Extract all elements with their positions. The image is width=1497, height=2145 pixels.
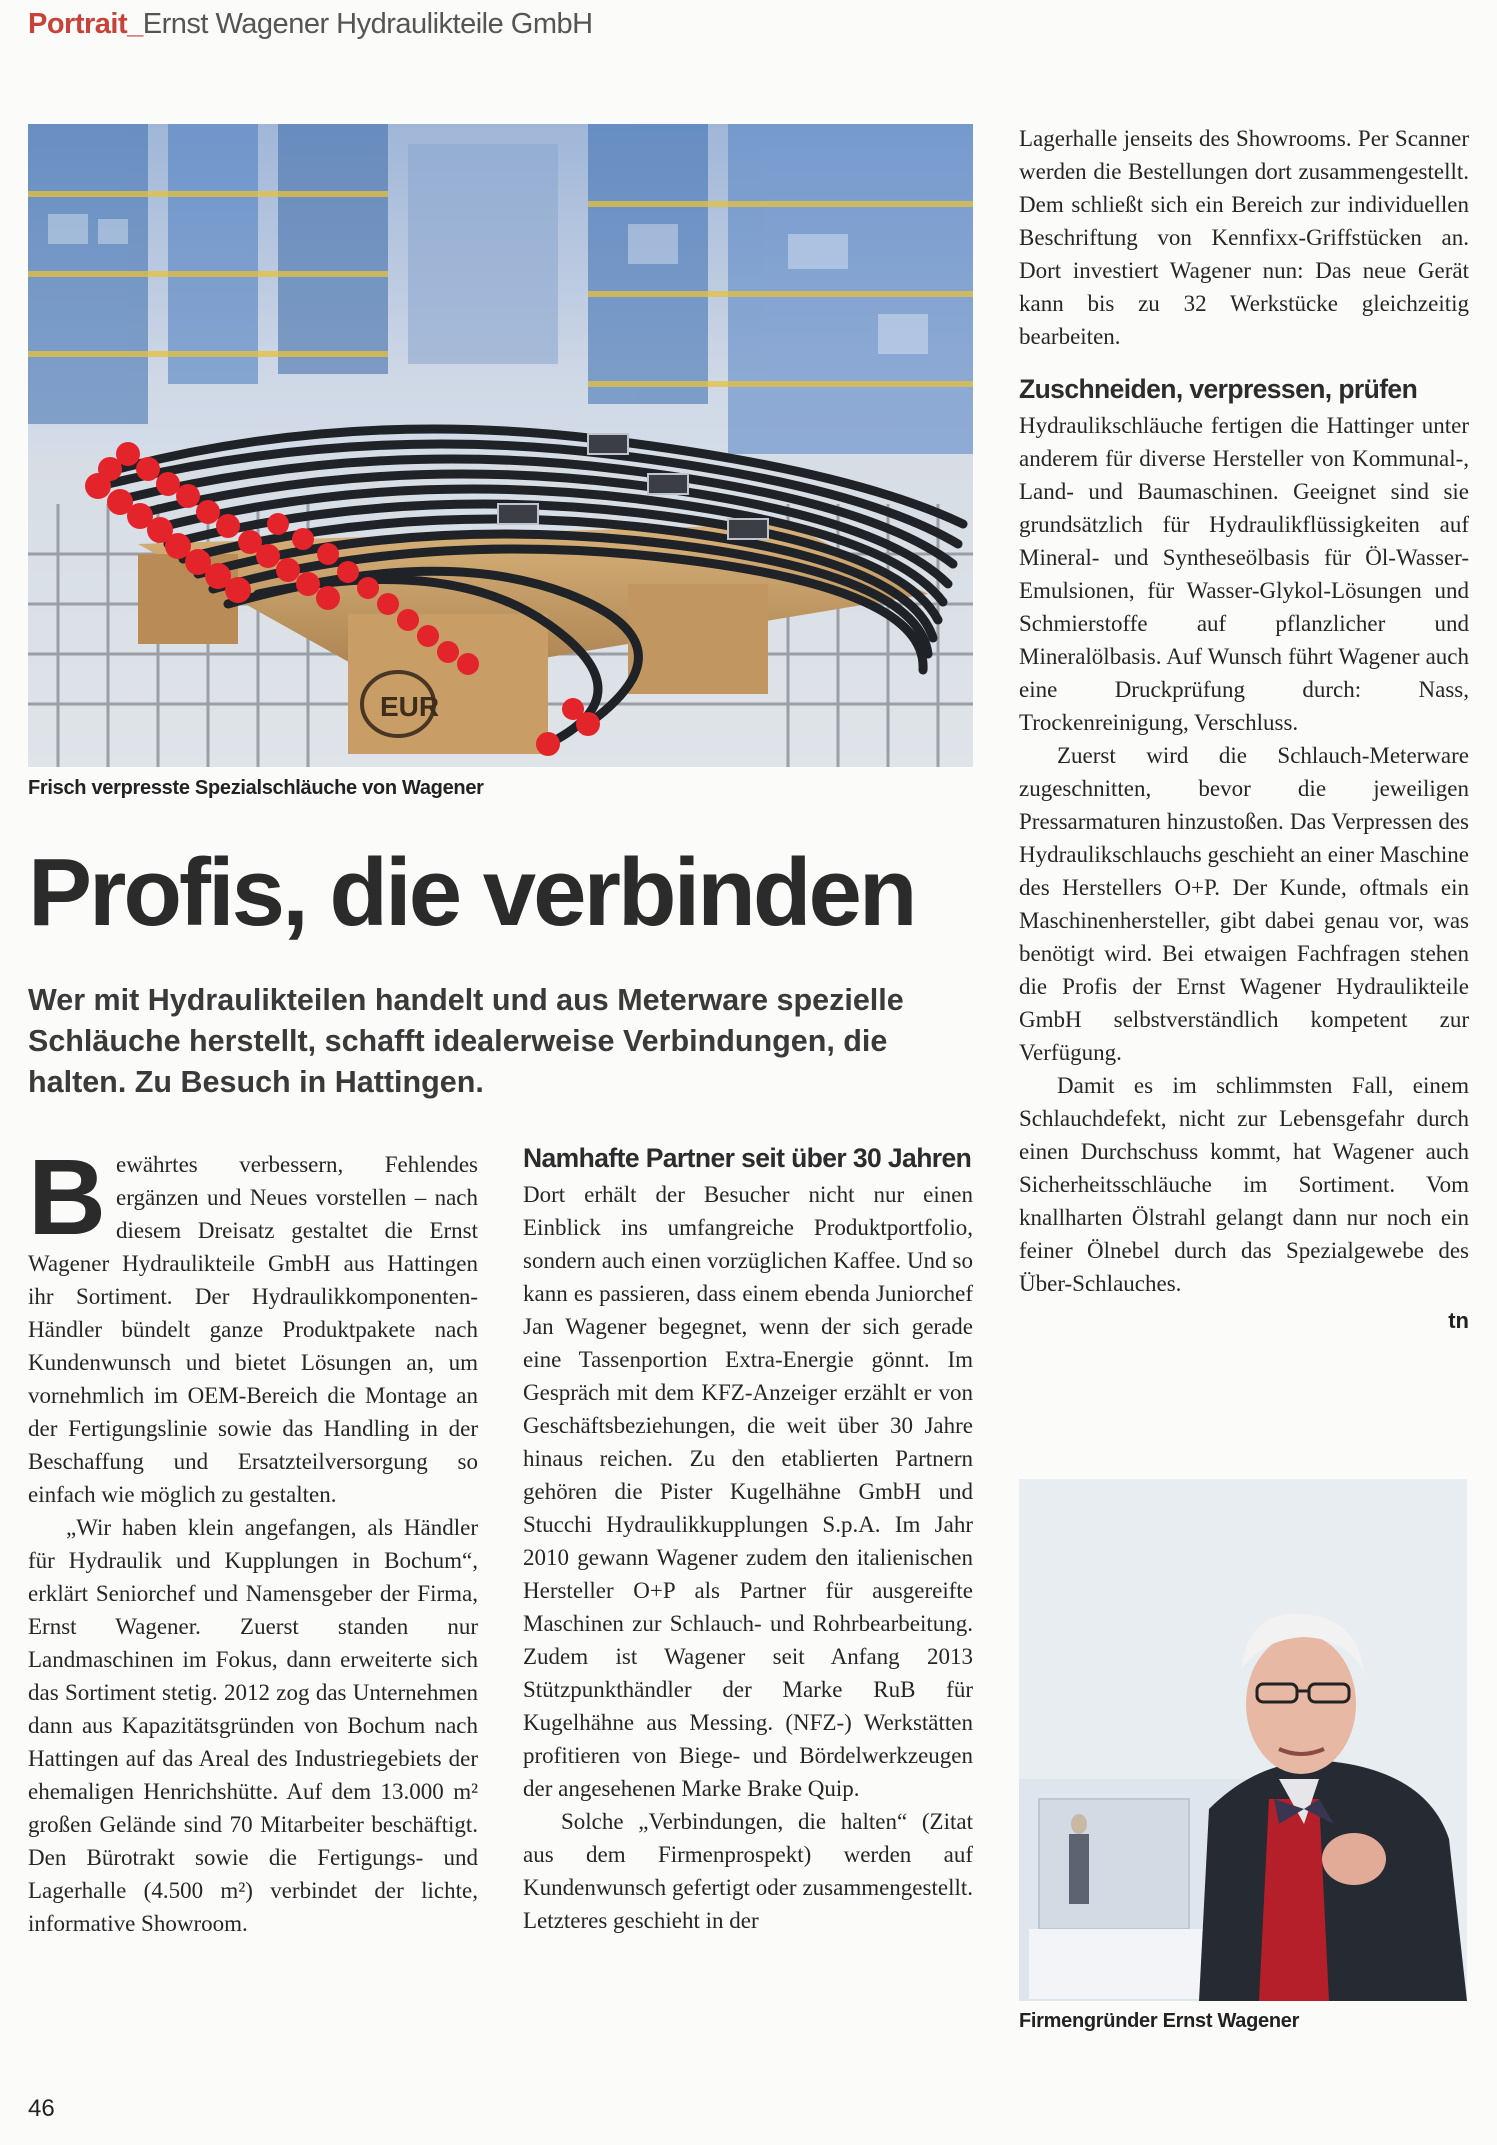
article-headline: Profis, die verbinden bbox=[28, 839, 915, 946]
col2-paragraph-1: Dort erhält der Besucher nicht nur einen Einblick ins umfangreiche Produktportfolio, sondern auch einen vorzüglichen Kaffee. Und so kann es passieren, dass einem ebenda Juniorchef Jan Wagener begegnet, wenn der sich gerade eine Tassenportion Extra-Energie gönnt. Im Gespräch mit dem KFZ-Anzeiger erzählt er von Geschäftsbeziehungen, die weit über 30 Jahre hinaus reichen. Zu den etablierten Partnern gehören die Pister Kugelhähne GmbH und Stucchi Hydraulikkupplungen S.p.A. Im Jahr 2010 gewann Wagener zudem den italienischen Hersteller O+P als Partner für ausgereifte Maschinen zur Schlauch- und Rohrbearbeitung. Zudem ist Wagener seit Anfang 2013 Stützpunkthändler der Marke RuB für Kugelhähne aus Messing. (NFZ-) Werkstätten profitieren von Biege- und Bördelwerkzeugen der angesehenen Marke Brake Quip. bbox=[523, 1182, 973, 1801]
portrait-caption: Firmengründer Ernst Wagener bbox=[1019, 2010, 1300, 2032]
founder-portrait-photo bbox=[1019, 1479, 1467, 2001]
author-signature: tn bbox=[1448, 1308, 1469, 1333]
article-lead: Wer mit Hydraulikteilen handelt und aus Meterware spezielle Schläuche herstellt, schafft idealerweise Verbindungen, die halten. Zu Besuch in Hattingen. bbox=[28, 983, 904, 1099]
col3-paragraph-2: Zuerst wird die Schlauch-Meterware zugeschnitten, bevor die jeweiligen Pressarmaturen hinzustoßen. Das Verpressen des Hydraulikschlauchs geschieht an einer Maschine des Herstellers O+P. Der Kunde, oftmals ein Maschinenhersteller, gibt dabei genau vor, was benötigt wird. Bei etwaigen Fachfragen stehen die Profis der Ernst Wagener Hydraulikteile GmbH selbstverständlich kompetent zur Verfügung. bbox=[1019, 743, 1469, 1065]
col1-paragraph-1 bbox=[28, 1136, 478, 1511]
pallet-stamp-text: EUR bbox=[380, 691, 440, 722]
section-header bbox=[28, 8, 593, 41]
col1-paragraph-2: „Wir haben klein angefangen, als Händler für Hydraulik und Kupplungen in Bochum“, erklärt Seniorchef und Namensgeber der Firma, Ernst Wagener. Zuerst standen nur Landmaschinen im Fokus, dann erweiterte sich das Sortiment stetig. 2012 zog das Unternehmen dann aus Kapazitätsgründen von Bochum nach Hattingen auf das Areal des Industriegebiets der ehemaligen Henrichshütte. Auf dem 13.000 m² großen Gelände sind 70 Mitarbeiter beschäftigt. Den Bürotrakt sowie die Fertigungs- und Lagerhalle (4.500 m²) verbindet der lichte, informative Showroom. bbox=[28, 1515, 478, 1936]
col3-paragraph-3: Damit es im schlimmsten Fall, einem Schlauchdefekt, nicht zur Lebensgefahr durch einen Durchschuss kommt, hat Wagener auch Sicherheitsschläuche im Sortiment. Vom knallharten Ölstrahl gelangt dann nur noch ein feiner Ölnebel durch das Spezialgewebe des Über-Schlauches. bbox=[1019, 1073, 1469, 1296]
column-3 bbox=[1019, 122, 1469, 1337]
drop-cap: B bbox=[28, 1136, 106, 1257]
top-photo-caption: Frisch verpresste Spezialschläuche von Wagener bbox=[28, 777, 484, 799]
section-kicker: Portrait_ bbox=[28, 8, 143, 40]
col3-subheading: Zuschneiden, verpressen, prüfen bbox=[1019, 374, 1418, 404]
column-2 bbox=[523, 1138, 973, 1937]
page-number: 46 bbox=[28, 2095, 55, 2122]
header-company: Ernst Wagener Hydraulikteile GmbH bbox=[142, 8, 593, 40]
col2-paragraph-2: Solche „Verbindungen, die halten“ (Zitat aus dem Firmenprospekt) werden auf Kundenwunsch gefertigt oder zusammengestellt. Letzteres geschieht in der bbox=[523, 1809, 973, 1933]
hose-pallet-photo bbox=[28, 124, 973, 767]
col3-paragraph-0: Lagerhalle jenseits des Showrooms. Per Scanner werden die Bestellungen dort zusammengestellt. Dem schließt sich ein Bereich zur individuellen Beschriftung von Kennfixx-Griffstücken an. Dort investiert Wagener nun: Das neue Gerät kann bis zu 32 Werkstücke gleichzeitig bearbeiten. bbox=[1019, 126, 1469, 349]
col1-paragraph-1-text: ewährtes verbessern, Fehlendes ergänzen und Neues vorstellen – nach diesem Dreisatz gestaltet die Ernst Wagener Hydraulikteile GmbH aus Hattingen ihr Sortiment. Der Hydraulikkomponenten-Händler bündelt ganze Produktpakete nach Kundenwunsch und bietet Lösungen an, um vornehmlich im OEM-Bereich die Montage an der Fertigungslinie sowie das Handling in der Beschaffung und Ersatzteilversorgung so einfach wie möglich zu gestalten. bbox=[28, 1152, 478, 1507]
column-1 bbox=[28, 1136, 478, 1940]
col2-subheading: Namhafte Partner seit über 30 Jahren bbox=[523, 1143, 972, 1173]
col3-paragraph-1: Hydraulikschläuche fertigen die Hattinger unter anderem für diverse Hersteller von Kommunal-, Land- und Baumaschinen. Geeignet sind sie grundsätzlich für Hydraulikflüssigkeiten auf Mineral- und Syntheseölbasis für Öl-Wasser-Emulsionen, für Wasser-Glykol-Lösungen und Schmierstoffe auf pflanzlicher und Mineralölbasis. Auf Wunsch führt Wagener auch eine Druckprüfung durch: Nass, Trockenreinigung, Verschluss. bbox=[1019, 413, 1469, 735]
